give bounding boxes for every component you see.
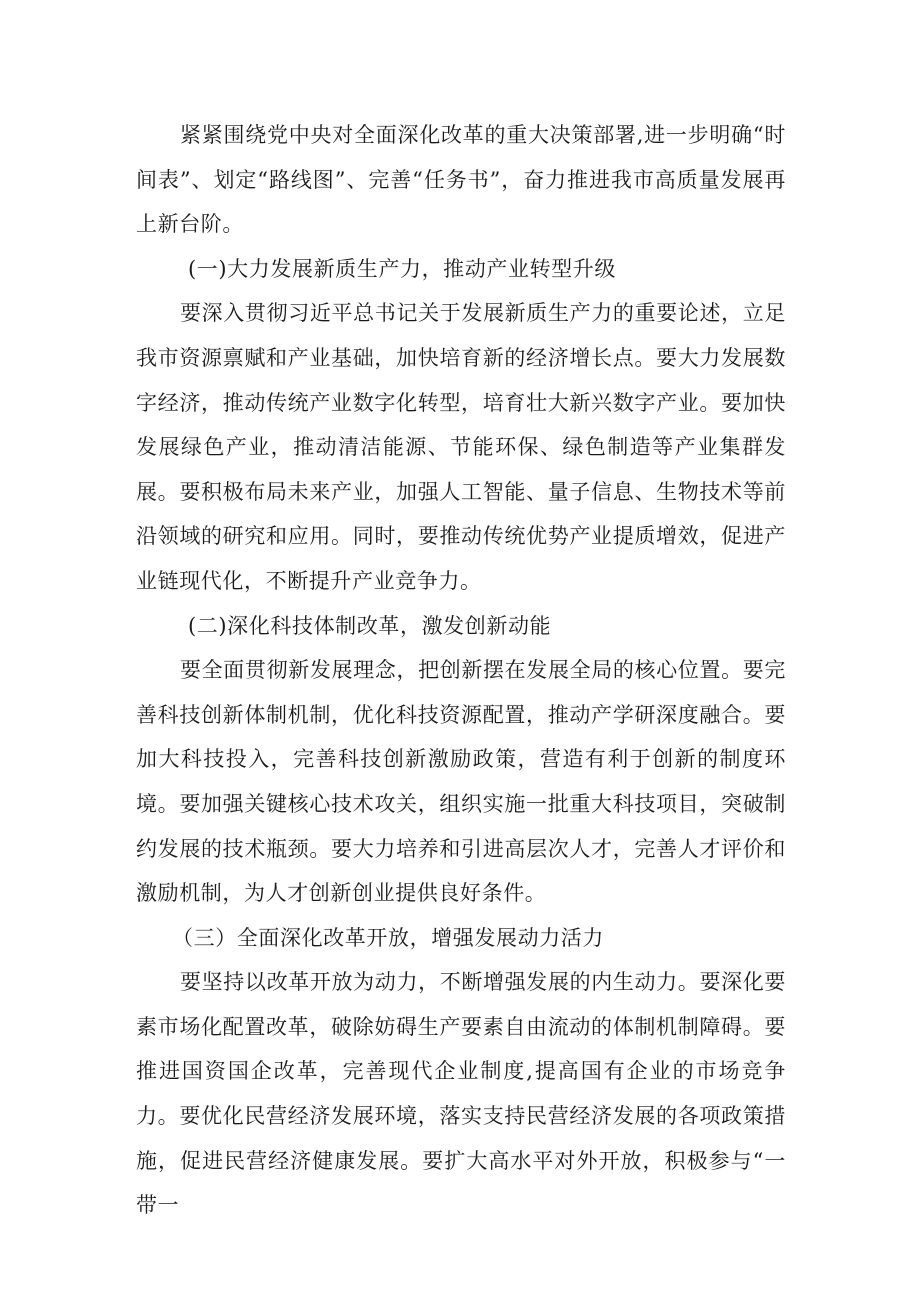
section-heading-3: （三）全面深化改革开放，增强发展动力活力 [172, 925, 604, 950]
document-page [136, 113, 786, 1228]
section-1-paragraph: 要深入贯彻习近平总书记关于发展新质生产力的重要论述，立足我市资源禀赋和产业基础，加快培育新的经济增长点。要大力发展数字经济，推动传统产业数字化转型，培育壮大新兴数字产业。要加快发展绿色产业，推动清洁能源、节能环保、绿色制造等产业集群发展。要积极布局未来产业，加强人工智能、量子信息、生物技术等前沿领域的研究和应用。同时，要推动传统优势产业提质增效，促进产业链现代化，不断提升产业竞争力。 [136, 301, 786, 593]
section-heading-2: (二)深化科技体制改革，激发创新动能 [188, 613, 552, 638]
section-2-paragraph: 要全面贯彻新发展理念，把创新摆在发展全局的核心位置。要完善科技创新体制机制，优化科技资源配置，推动产学研深度融合。要加大科技投入，完善科技创新激励政策，营造有利于创新的制度环境。要加强关键核心技术攻关，组织实施一批重大科技项目，突破制约发展的技术瓶颈。要大力培养和引进高层次人才，完善人才评价和激励机制，为人才创新创业提供良好条件。 [136, 658, 786, 906]
section-heading-1: (一)大力发展新质生产力，推动产业转型升级 [188, 256, 616, 281]
intro-paragraph: 紧紧围绕党中央对全面深化改革的重大决策部署,进一步明确“时间表”、划定“路线图”、完善“任务书”，奋力推进我市高质量发展再上新台阶。 [136, 123, 786, 237]
section-3-paragraph: 要坚持以改革开放为动力，不断增强发展的内生动力。要深化要素市场化配置改革，破除妨碍生产要素自由流动的体制机制障碍。要推进国资国企改革，完善现代企业制度,提高国有企业的市场竞争力。要优化民营经济发展环境，落实支持民营经济发展的各项政策措施，促进民营经济健康发展。要扩大高水平对外开放，积极参与“一带一 [136, 970, 786, 1218]
